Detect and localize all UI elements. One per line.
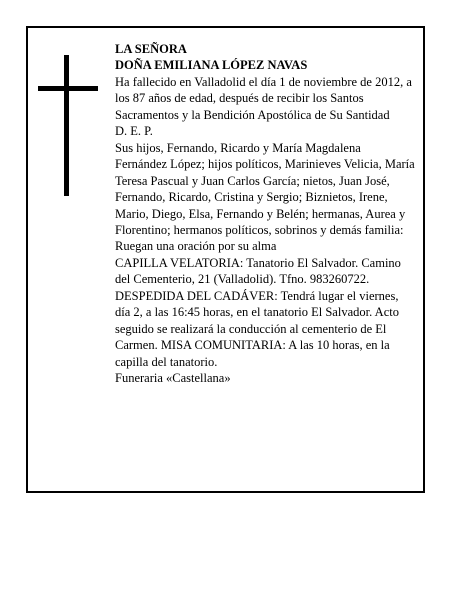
cross-icon bbox=[38, 55, 98, 196]
funeral-home: Funeraria «Castellana» bbox=[115, 371, 231, 386]
prayer-request: Ruegan una oración por su alma bbox=[115, 239, 277, 254]
obituary-text bbox=[115, 41, 415, 387]
rip-line: D. E. P. bbox=[115, 124, 153, 139]
title-line: LA SEÑORA bbox=[115, 42, 187, 56]
chapel-info: CAPILLA VELATORIA: Tanatorio El Salvador. Camino del Cementerio, 21 (Valladolid). Tfno. 983260722. bbox=[115, 255, 401, 287]
family-list: Sus hijos, Fernando, Ricardo y María Magdalena Fernández López; hijos políticos, Marinieves Velicia, María Teresa Pascual y Juan Carlos García; nietos, Juan José, Fernando, Ricardo, Cristina y Sergio; Biznietos, Irene, Mario, Diego, Elsa, Fernando y Belén; hermanas, Aurea y Florentino; hermanos políticos, sobrinos y demás familia: bbox=[115, 140, 415, 237]
cross-horizontal-bar bbox=[38, 86, 98, 91]
death-info: Ha fallecido en Valladolid el día 1 de noviembre de 2012, a los 87 años de edad, después de recibir los Santos Sacramentos y la Bendición Apostólica de Su Santidad bbox=[115, 74, 412, 122]
farewell-info: DESPEDIDA DEL CADÁVER: Tendrá lugar el viernes, día 2, a las 16:45 horas, en el tanatorio El Salvador. Acto seguido se realizará la conducción al cementerio de El Carmen. MISA COMUNITARIA: A las 10 horas, en la capilla del tanatorio. bbox=[115, 288, 399, 369]
deceased-name: DOÑA EMILIANA LÓPEZ NAVAS bbox=[115, 58, 308, 73]
cross-vertical-bar bbox=[64, 55, 69, 196]
